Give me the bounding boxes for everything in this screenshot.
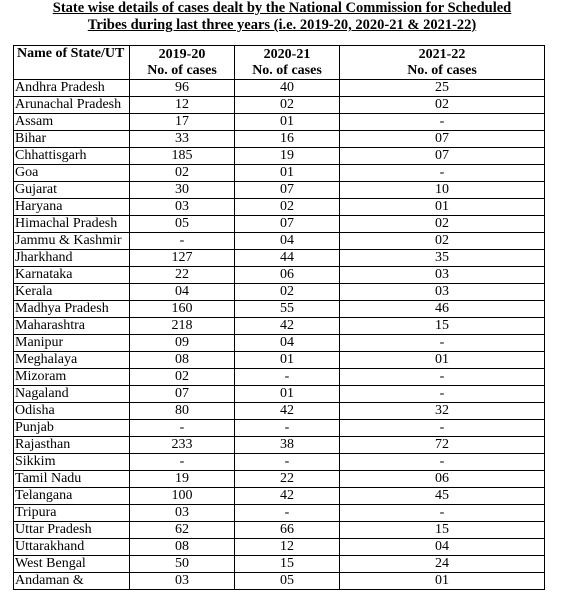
cases-2020-21-cell: 04 <box>235 233 340 250</box>
cases-2020-21-cell: 01 <box>235 165 340 182</box>
table-row <box>14 148 545 165</box>
header-row-years <box>14 46 545 64</box>
table-row <box>14 199 545 216</box>
cases-2020-21-cell: 05 <box>235 573 340 590</box>
cases-2021-22-cell: - <box>340 420 545 437</box>
state-name-cell: Nagaland <box>14 386 130 403</box>
table-row <box>14 284 545 301</box>
cases-2021-22-cell: 06 <box>340 471 545 488</box>
cases-2019-20-cell: 80 <box>130 403 235 420</box>
state-name-cell: Arunachal Pradesh <box>14 97 130 114</box>
table-row <box>14 114 545 131</box>
cases-2020-21-cell: - <box>235 420 340 437</box>
document-title <box>0 0 564 34</box>
state-name-cell: Uttarakhand <box>14 539 130 556</box>
title-line-1: State wise details of cases dealt by the National Commission for Scheduled <box>52 0 512 16</box>
state-name-cell: Chhattisgarh <box>14 148 130 165</box>
cases-2020-21-cell: 07 <box>235 216 340 233</box>
table-row <box>14 250 545 267</box>
cases-2020-21-cell: 19 <box>235 148 340 165</box>
cases-2021-22-cell: 01 <box>340 352 545 369</box>
table-row <box>14 454 545 471</box>
cases-2020-21-cell: 16 <box>235 131 340 148</box>
state-name-cell: Haryana <box>14 199 130 216</box>
subheader-cases-2019-20: No. of cases <box>130 63 235 80</box>
cases-2019-20-cell: 09 <box>130 335 235 352</box>
table-row <box>14 505 545 522</box>
cases-2021-22-cell: - <box>340 165 545 182</box>
cases-2021-22-cell: 02 <box>340 233 545 250</box>
cases-2021-22-cell: 03 <box>340 284 545 301</box>
state-name-cell: Himachal Pradesh <box>14 216 130 233</box>
table-row <box>14 216 545 233</box>
state-name-cell: Telangana <box>14 488 130 505</box>
cases-2020-21-cell: - <box>235 454 340 471</box>
cases-2020-21-cell: 22 <box>235 471 340 488</box>
cases-2019-20-cell: 218 <box>130 318 235 335</box>
cases-2019-20-cell: 02 <box>130 165 235 182</box>
header-2020-21: 2020-21 <box>235 46 340 64</box>
title-line-2: Tribes during last three years (i.e. 2019-20, 2020-21 & 2021-22) <box>87 17 477 33</box>
state-name-cell: Assam <box>14 114 130 131</box>
state-name-cell: Uttar Pradesh <box>14 522 130 539</box>
cases-2019-20-cell: 96 <box>130 80 235 97</box>
cases-2021-22-cell: 24 <box>340 556 545 573</box>
cases-2020-21-cell: 38 <box>235 437 340 454</box>
state-name-cell: Andaman & <box>14 573 130 590</box>
cases-2020-21-cell: 15 <box>235 556 340 573</box>
table-row <box>14 573 545 590</box>
cases-2021-22-cell: 32 <box>340 403 545 420</box>
cases-2019-20-cell: 08 <box>130 539 235 556</box>
cases-2020-21-cell: 02 <box>235 199 340 216</box>
subheader-cases-2021-22: No. of cases <box>340 63 545 80</box>
state-name-cell: Manipur <box>14 335 130 352</box>
table-row <box>14 182 545 199</box>
cases-2021-22-cell: 35 <box>340 250 545 267</box>
cases-2020-21-cell: 42 <box>235 488 340 505</box>
cases-2021-22-cell: 15 <box>340 522 545 539</box>
cases-2020-21-cell: 06 <box>235 267 340 284</box>
table-row <box>14 97 545 114</box>
table-row <box>14 522 545 539</box>
cases-2021-22-cell: 45 <box>340 488 545 505</box>
cases-2021-22-cell: 07 <box>340 131 545 148</box>
cases-2021-22-cell: 46 <box>340 301 545 318</box>
cases-2019-20-cell: 12 <box>130 97 235 114</box>
state-name-cell: Andhra Pradesh <box>14 80 130 97</box>
table-row <box>14 318 545 335</box>
table-row <box>14 369 545 386</box>
cases-2019-20-cell: 233 <box>130 437 235 454</box>
cases-2020-21-cell: 02 <box>235 284 340 301</box>
cases-2020-21-cell: 42 <box>235 403 340 420</box>
cases-2019-20-cell: - <box>130 233 235 250</box>
state-name-cell: Tamil Nadu <box>14 471 130 488</box>
cases-2019-20-cell: 03 <box>130 573 235 590</box>
cases-2019-20-cell: 02 <box>130 369 235 386</box>
state-name-cell: Odisha <box>14 403 130 420</box>
cases-2021-22-cell: 02 <box>340 97 545 114</box>
header-2021-22: 2021-22 <box>340 46 545 64</box>
state-name-cell: Meghalaya <box>14 352 130 369</box>
cases-2019-20-cell: 05 <box>130 216 235 233</box>
table-row <box>14 301 545 318</box>
cases-2019-20-cell: 19 <box>130 471 235 488</box>
cases-2019-20-cell: 100 <box>130 488 235 505</box>
cases-2020-21-cell: 55 <box>235 301 340 318</box>
cases-2021-22-cell: 02 <box>340 216 545 233</box>
cases-2019-20-cell: 03 <box>130 199 235 216</box>
cases-2020-21-cell: 42 <box>235 318 340 335</box>
cases-2021-22-cell: - <box>340 114 545 131</box>
cases-2020-21-cell: 12 <box>235 539 340 556</box>
cases-2021-22-cell: 07 <box>340 148 545 165</box>
cases-2020-21-cell: 07 <box>235 182 340 199</box>
state-name-cell: Madhya Pradesh <box>14 301 130 318</box>
state-name-cell: Tripura <box>14 505 130 522</box>
cases-2019-20-cell: 08 <box>130 352 235 369</box>
cases-2021-22-cell: - <box>340 335 545 352</box>
cases-2019-20-cell: 07 <box>130 386 235 403</box>
cases-2019-20-cell: 22 <box>130 267 235 284</box>
cases-2020-21-cell: 44 <box>235 250 340 267</box>
state-name-cell: Gujarat <box>14 182 130 199</box>
cases-2019-20-cell: 127 <box>130 250 235 267</box>
state-name-cell: West Bengal <box>14 556 130 573</box>
table-row <box>14 352 545 369</box>
cases-2019-20-cell: - <box>130 420 235 437</box>
cases-2020-21-cell: 04 <box>235 335 340 352</box>
cases-2019-20-cell: 50 <box>130 556 235 573</box>
state-name-cell: Jharkhand <box>14 250 130 267</box>
cases-table <box>13 45 545 590</box>
table-row <box>14 131 545 148</box>
subheader-cases-2020-21: No. of cases <box>235 63 340 80</box>
table-body <box>14 80 545 590</box>
cases-2021-22-cell: 15 <box>340 318 545 335</box>
state-name-cell: Mizoram <box>14 369 130 386</box>
cases-2020-21-cell: 01 <box>235 114 340 131</box>
cases-2019-20-cell: 62 <box>130 522 235 539</box>
cases-2019-20-cell: 03 <box>130 505 235 522</box>
cases-2021-22-cell: 03 <box>340 267 545 284</box>
cases-2021-22-cell: - <box>340 505 545 522</box>
cases-2021-22-cell: 04 <box>340 539 545 556</box>
cases-2019-20-cell: 30 <box>130 182 235 199</box>
cases-2020-21-cell: 40 <box>235 80 340 97</box>
state-name-cell: Jammu & Kashmir <box>14 233 130 250</box>
cases-2019-20-cell: 17 <box>130 114 235 131</box>
cases-2021-22-cell: - <box>340 386 545 403</box>
cases-2019-20-cell: 04 <box>130 284 235 301</box>
cases-2021-22-cell: 01 <box>340 573 545 590</box>
cases-2020-21-cell: - <box>235 505 340 522</box>
table-row <box>14 80 545 97</box>
table-row <box>14 165 545 182</box>
state-name-cell: Goa <box>14 165 130 182</box>
cases-2019-20-cell: - <box>130 454 235 471</box>
state-name-cell: Punjab <box>14 420 130 437</box>
table-row <box>14 437 545 454</box>
cases-2020-21-cell: 02 <box>235 97 340 114</box>
table-row <box>14 556 545 573</box>
cases-2019-20-cell: 160 <box>130 301 235 318</box>
cases-2020-21-cell: 66 <box>235 522 340 539</box>
table-row <box>14 335 545 352</box>
cases-2019-20-cell: 33 <box>130 131 235 148</box>
table-row <box>14 539 545 556</box>
state-name-cell: Karnataka <box>14 267 130 284</box>
cases-2021-22-cell: - <box>340 454 545 471</box>
cases-2019-20-cell: 185 <box>130 148 235 165</box>
table-row <box>14 420 545 437</box>
cases-2021-22-cell: 01 <box>340 199 545 216</box>
table-row <box>14 471 545 488</box>
table-row <box>14 233 545 250</box>
cases-2020-21-cell: 01 <box>235 352 340 369</box>
state-name-cell: Rajasthan <box>14 437 130 454</box>
cases-2021-22-cell: - <box>340 369 545 386</box>
cases-2021-22-cell: 72 <box>340 437 545 454</box>
cases-2020-21-cell: 01 <box>235 386 340 403</box>
cases-2021-22-cell: 10 <box>340 182 545 199</box>
table-row <box>14 386 545 403</box>
table-row <box>14 488 545 505</box>
state-name-cell: Kerala <box>14 284 130 301</box>
cases-2021-22-cell: 25 <box>340 80 545 97</box>
cases-2020-21-cell: - <box>235 369 340 386</box>
header-2019-20: 2019-20 <box>130 46 235 64</box>
state-name-cell: Sikkim <box>14 454 130 471</box>
header-state-ut: Name of State/UT <box>14 46 130 80</box>
table-row <box>14 403 545 420</box>
state-name-cell: Bihar <box>14 131 130 148</box>
table-row <box>14 267 545 284</box>
state-name-cell: Maharashtra <box>14 318 130 335</box>
